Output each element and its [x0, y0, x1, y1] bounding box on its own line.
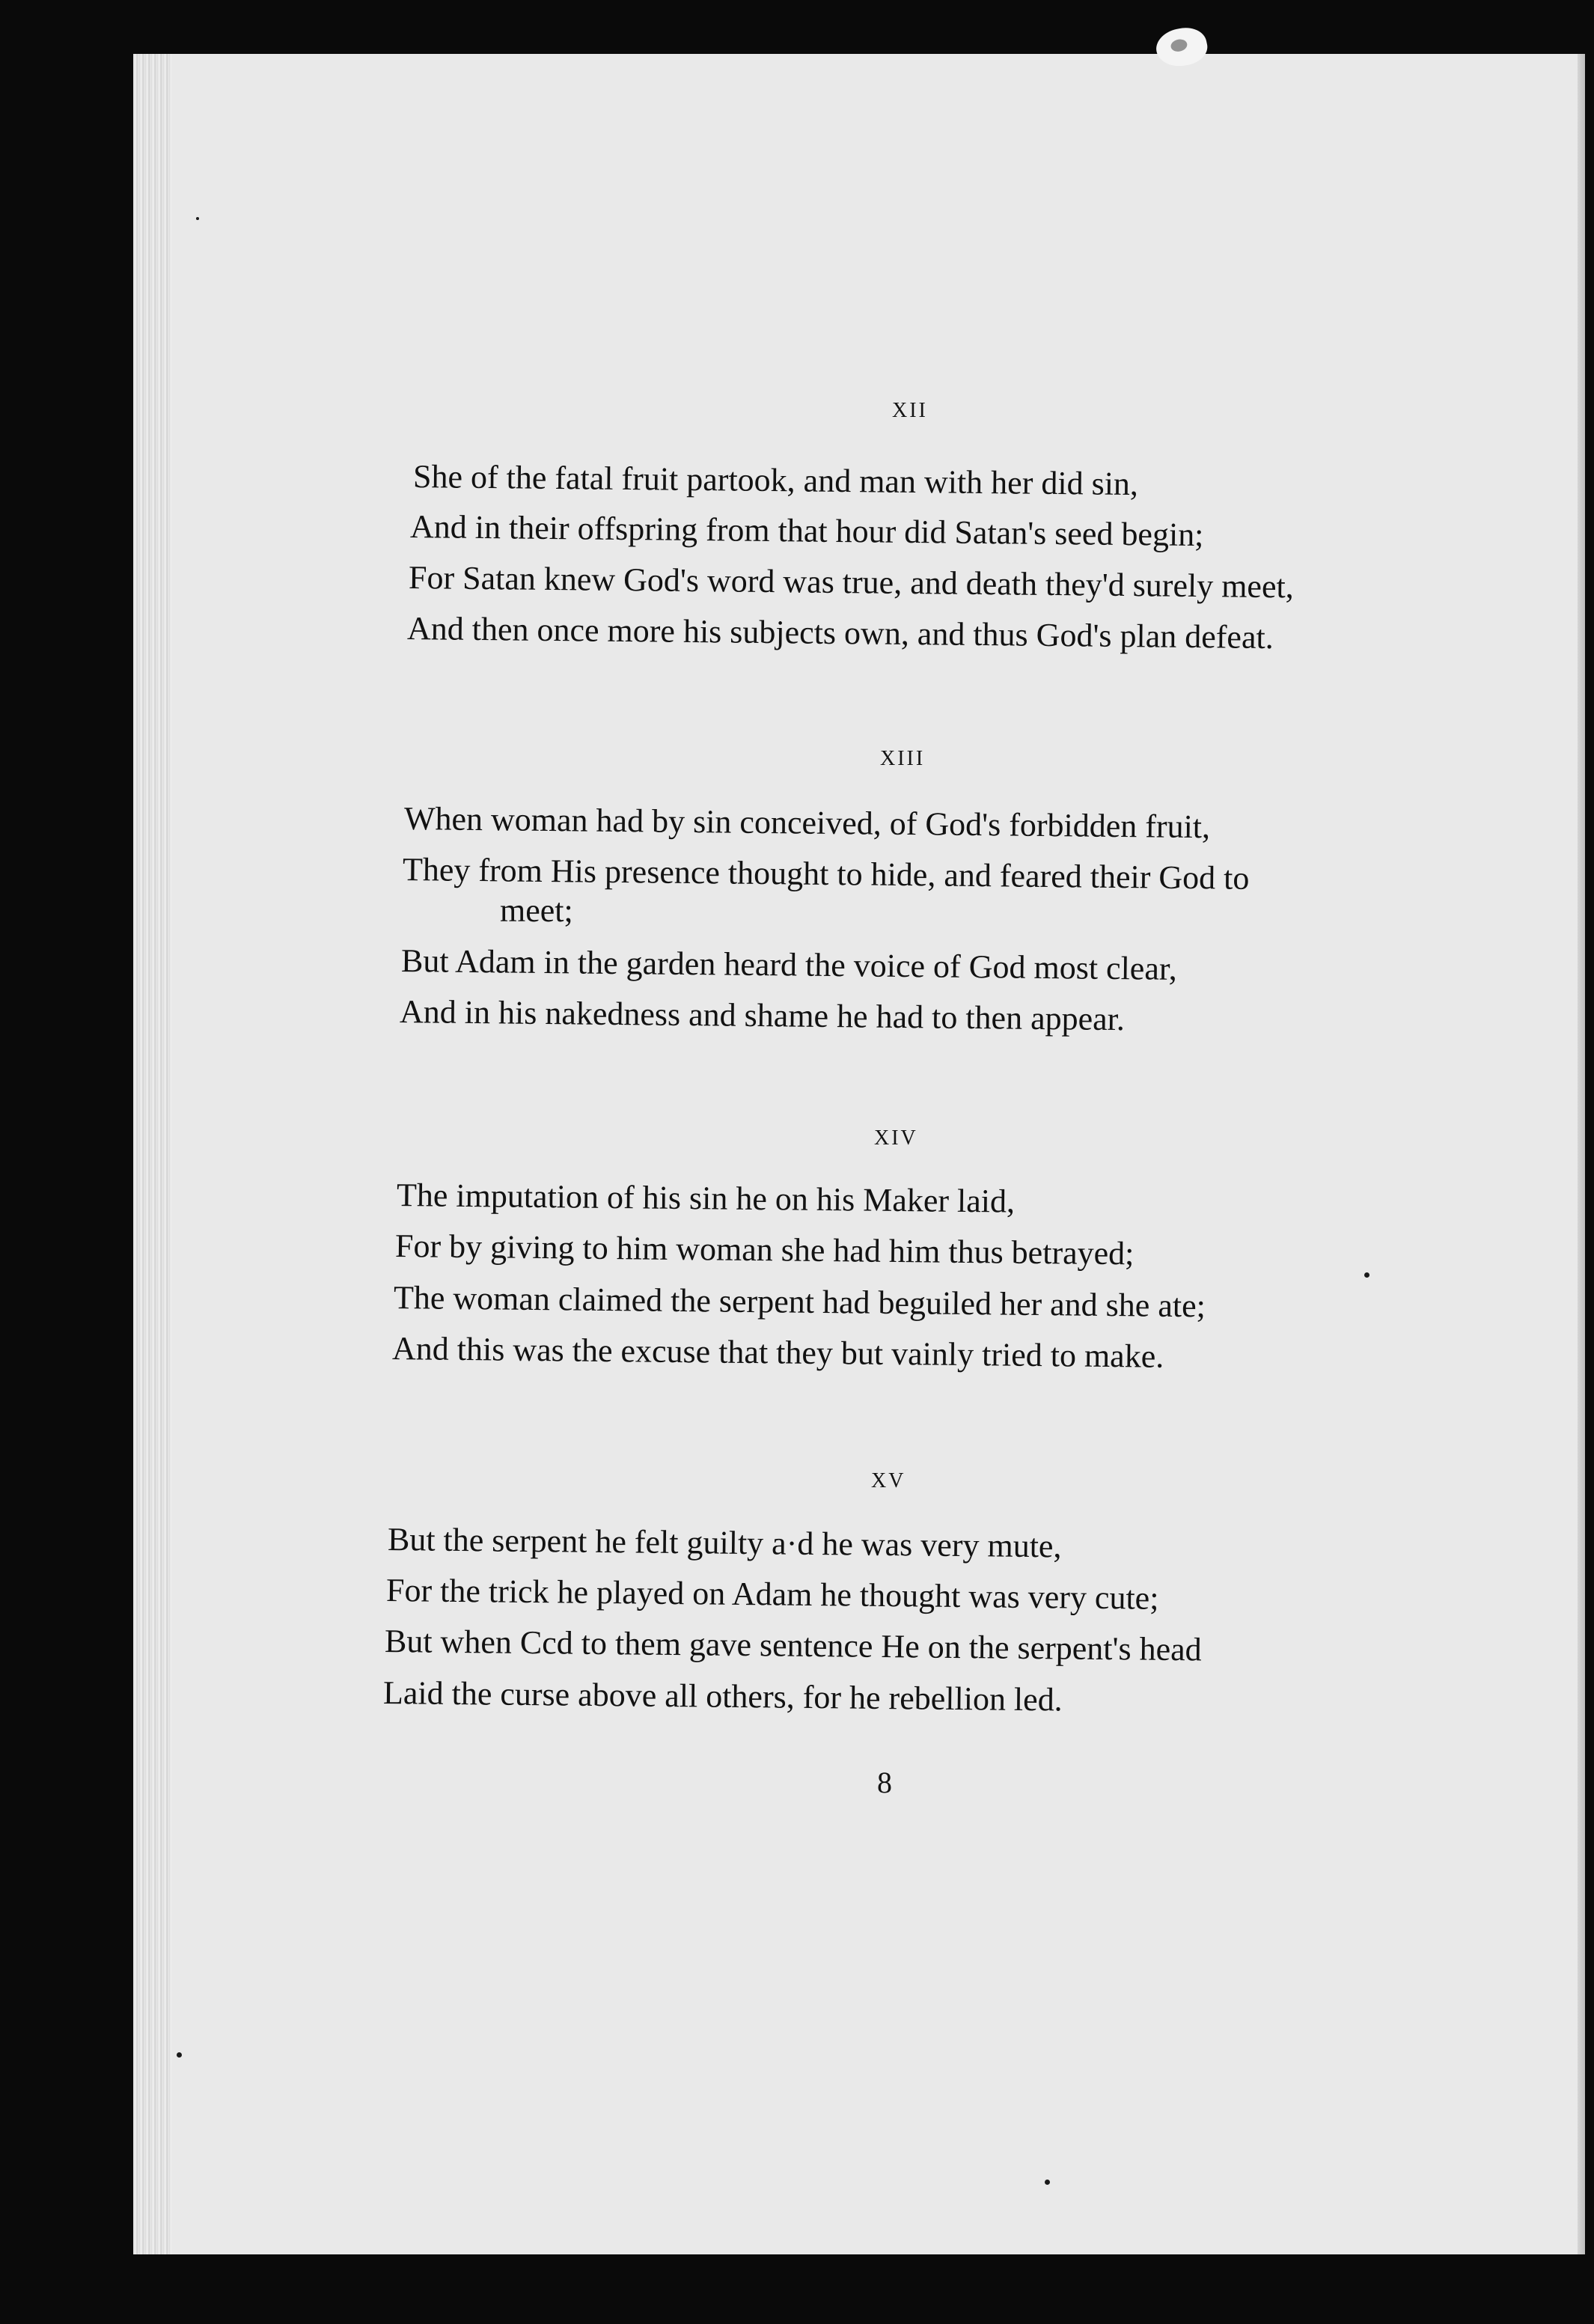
- ink-speck: [1045, 2180, 1050, 2185]
- verse-line: For the trick he played on Adam he thought was very cute;: [385, 1572, 1159, 1617]
- stanza-number: xiii: [880, 738, 926, 772]
- verse-line: But the serpent he felt guilty a·d he was very mute,: [387, 1521, 1062, 1565]
- book-page: [133, 54, 1585, 2254]
- verse-line: The imputation of his sin he on his Maker laid,: [396, 1177, 1016, 1220]
- verse-line: And in their offspring from that hour did Satan's seed begin;: [409, 508, 1204, 554]
- ink-speck: [196, 217, 199, 220]
- ink-speck: [177, 2052, 182, 2058]
- page-right-edge: [1578, 54, 1585, 2254]
- verse-line: And in his nakedness and shame he had to then appear.: [399, 993, 1126, 1038]
- stanza-number: xiv: [874, 1117, 918, 1151]
- verse-line: For by giving to him woman she had him thus betrayed;: [394, 1227, 1135, 1272]
- stanza-number: xii: [892, 390, 928, 424]
- verse-line: But Adam in the garden heard the voice of God most clear,: [400, 942, 1178, 987]
- ink-speck: [1364, 1272, 1369, 1278]
- verse-line: And this was the excuse that they but vainly tried to make.: [391, 1330, 1164, 1375]
- verse-line: The woman claimed the serpent had beguiled her and she ate;: [393, 1279, 1206, 1325]
- verse-line: When woman had by sin conceived, of God's forbidden fruit,: [403, 800, 1211, 846]
- verse-line: They from His presence thought to hide, and feared their God to: [402, 851, 1250, 897]
- verse-line: She of the fatal fruit partook, and man with her did sin,: [412, 458, 1139, 503]
- verse-line: And then once more his subjects own, and thus God's plan defeat.: [406, 610, 1274, 656]
- page-number: 8: [877, 1766, 892, 1799]
- page-edge-stack: [133, 54, 172, 2254]
- verse-line: For Satan knew God's word was true, and death they'd surely meet,: [408, 559, 1295, 606]
- stanza-number: xv: [871, 1460, 906, 1494]
- verse-line: meet;: [500, 892, 573, 929]
- verse-line: Laid the curse above all others, for he rebellion led.: [382, 1674, 1063, 1718]
- verse-line: But when Ccd to them gave sentence He on the serpent's head: [384, 1623, 1202, 1668]
